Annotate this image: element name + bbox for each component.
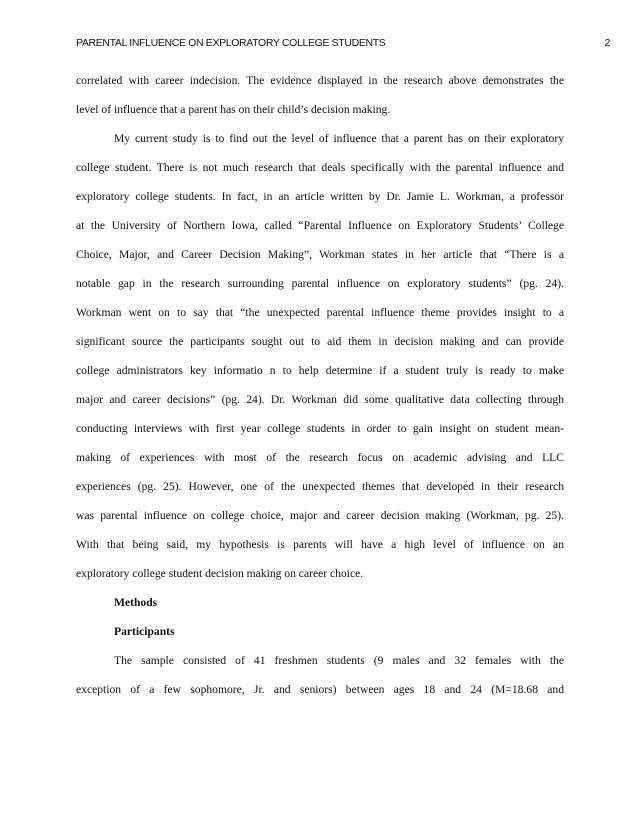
text-line: at the University of Northern Iowa, called “Parental Influence on Exploratory Students’ College [76,219,564,232]
text-line: level of influence that a parent has on their child’s decision making. [76,103,391,116]
text-line: With that being said, my hypothesis is parents will have a high level of influence on an [76,538,564,551]
text-line: conducting interviews with first year college students in order to gain insight on student mean- [76,422,564,435]
text-line: exploratory college students. In fact, in an article written by Dr. Jamie L. Workman, a professor [76,190,564,203]
text-line: correlated with career indecision. The evidence displayed in the research above demonstrates the [76,74,564,87]
text-line: The sample consisted of 41 freshmen students (9 males and 32 females with the [114,654,564,667]
text-line: exception of a few sophomore, Jr. and seniors) between ages 18 and 24 (M=18.68 and [76,683,564,696]
text-line: Workman went on to say that “the unexpected parental influence theme provides insight to a [76,306,564,319]
text-line: was parental influence on college choice, major and career decision making (Workman, pg. 25). [76,509,564,522]
running-head: PARENTAL INFLUENCE ON EXPLORATORY COLLEGE STUDENTS [76,37,386,49]
page-number: 2 [604,37,610,49]
text-line: significant source the participants sought out to aid them in decision making and can provide [76,335,564,348]
text-line: making of experiences with most of the research focus on academic advising and LLC [76,451,564,464]
text-line: major and career decisions” (pg. 24). Dr. Workman did some qualitative data collecting through [76,393,564,406]
text-line: notable gap in the research surrounding parental influence on exploratory students” (pg. 24). [76,277,564,290]
section-heading-participants: Participants [114,625,175,638]
text-line: college student. There is not much research that deals specifically with the parental influence and [76,161,564,174]
text-line: college administrators key informatio n to help determine if a student truly is ready to make [76,364,564,377]
text-line: My current study is to find out the level of influence that a parent has on their exploratory [114,132,564,145]
text-line: Choice, Major, and Career Decision Making”, Workman states in her article that “There is a [76,248,564,261]
page-header [76,37,610,51]
text-line: exploratory college student decision making on career choice. [76,567,364,580]
text-line: experiences (pg. 25). However, one of the unexpected themes that developed in their research [76,480,564,493]
document-body [76,72,564,710]
section-heading-methods: Methods [114,596,158,609]
